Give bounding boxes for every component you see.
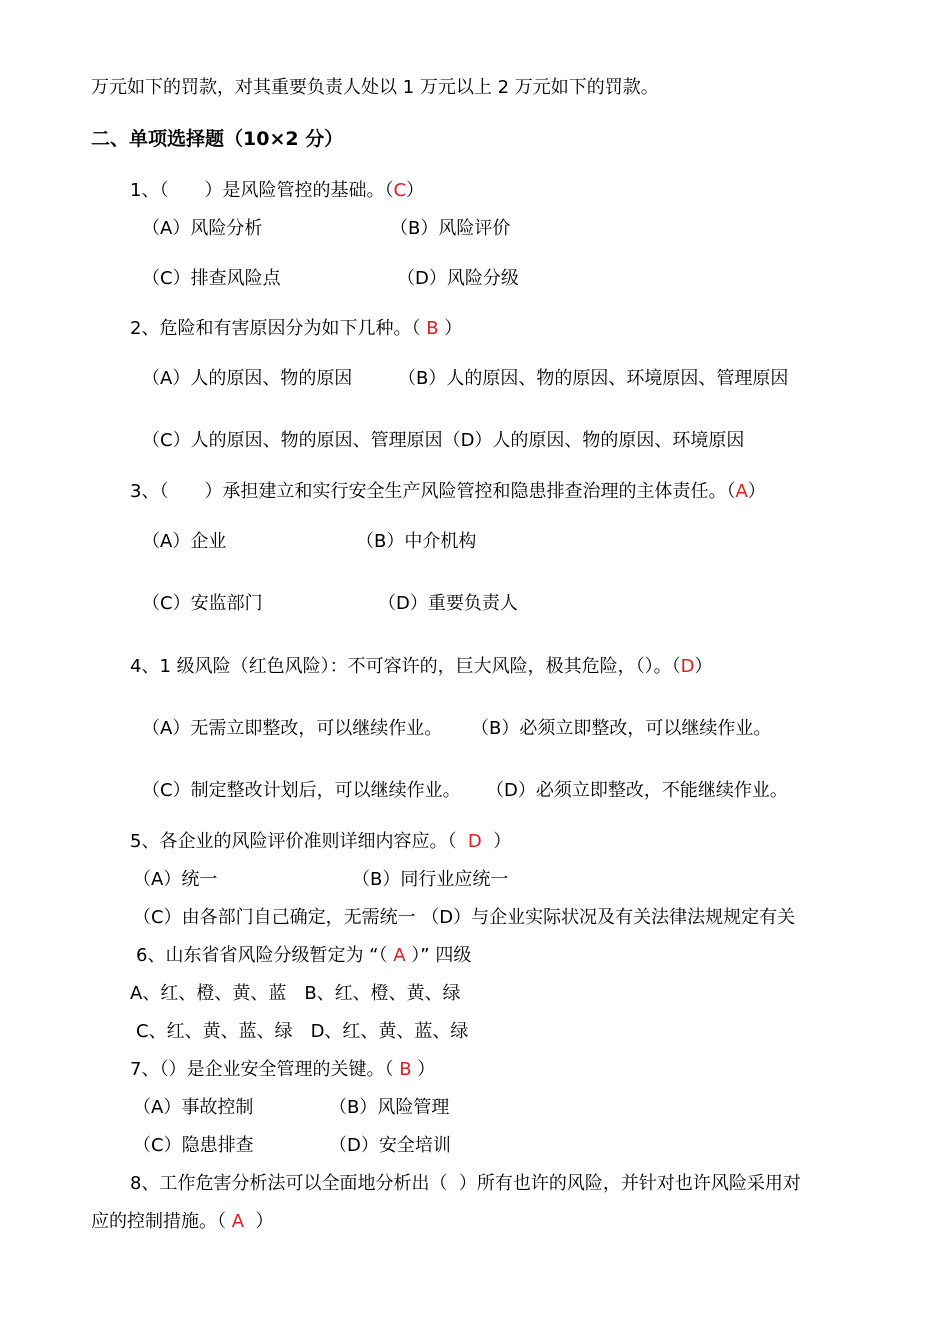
option-c: （C）排查风险点: [142, 268, 281, 289]
question-stem: 应的控制措施。（: [91, 1211, 232, 1232]
question-stem: 5、各企业的风险评价准则详细内容应。（: [130, 831, 468, 852]
answer-key: A: [231, 1211, 245, 1232]
option-b: （B）人的原因、物的原因、环境原因、管理原因: [398, 368, 789, 389]
option-a: （A）无需立即整改，可以继续作业。: [142, 718, 443, 739]
question-4: [130, 654, 713, 680]
question-stem: 7、（）是企业安全管理的关键。（: [130, 1059, 400, 1080]
answer-key: B: [426, 318, 439, 339]
answer-key: A: [735, 481, 748, 502]
answer-key: C: [393, 180, 407, 201]
question-2: [130, 316, 462, 342]
option-d: （D）安全培训: [329, 1135, 451, 1156]
option-a: （A）人的原因、物的原因: [142, 368, 353, 389]
option-d: （D）重要负责人: [378, 593, 518, 614]
option-a: （A）企业: [142, 531, 227, 552]
option-c-d: （C）由各部门自己确定，无需统一 （D）与企业实际状况及有关法律法规规定有关: [133, 907, 796, 928]
option-b: （B）中介机构: [356, 531, 477, 552]
intro-line: 万元如下的罚款，对其重要负责人处以 1 万元以上 2 万元如下的罚款。: [91, 77, 659, 98]
question-6: [136, 943, 471, 969]
option-a: （A）统一: [133, 869, 218, 890]
question-close: ）: [411, 1059, 436, 1080]
option-a: （A）事故控制: [133, 1097, 254, 1118]
option-c: （C）隐患排查: [133, 1135, 254, 1156]
question-stem: 6、山东省省风险分级暂定为 “（: [136, 945, 394, 966]
option-b: （B）同行业应统一: [352, 869, 509, 890]
answer-key: D: [467, 831, 482, 852]
question-3: [130, 479, 766, 505]
option-a: （A）风险分析: [142, 218, 263, 239]
question-close: ）: [481, 831, 512, 852]
question-5: [130, 829, 511, 855]
option-d: （D）风险分级: [397, 268, 519, 289]
option-a-b: A、红、橙、黄、蓝 B、红、橙、黄、绿: [130, 983, 461, 1004]
answer-key: D: [680, 656, 695, 677]
question-stem: 1、（ ）是风险管控的基础。（: [130, 180, 394, 201]
answer-key: A: [393, 945, 406, 966]
option-c-d: C、红、黄、蓝、绿 D、红、黄、蓝、绿: [136, 1021, 469, 1042]
section-heading: 二、单项选择题（10×2 分）: [91, 128, 344, 150]
question-close: ）: [406, 180, 425, 201]
option-c: （C）制定整改计划后，可以继续作业。: [142, 780, 461, 801]
answer-key: B: [399, 1059, 412, 1080]
option-b: （B）风险管理: [329, 1097, 450, 1118]
option-d: （D）必须立即整改，不能继续作业。: [486, 780, 788, 801]
question-close: ）: [747, 481, 766, 502]
question-stem: 4、1 级风险（红色风险）：不可容许的，巨大风险，极其危险，（）。（: [130, 656, 681, 677]
option-c-d: （C）人的原因、物的原因、管理原因（D）人的原因、物的原因、环境原因: [142, 430, 745, 451]
question-close: ）” 四级: [405, 945, 472, 966]
question-close: ）: [244, 1211, 274, 1232]
question-close: ）: [438, 318, 463, 339]
option-b: （B）必须立即整改，可以继续作业。: [471, 718, 772, 739]
question-stem: 3、（ ）承担建立和实行安全生产风险管控和隐患排查治理的主体责任。（: [130, 481, 736, 502]
question-8: 8、工作危害分析法可以全面地分析出（ ）所有也许的风险，并针对也许风险采用对: [130, 1173, 801, 1194]
question-8-continuation: [91, 1209, 274, 1235]
question-close: ）: [694, 656, 713, 677]
option-c: （C）安监部门: [142, 593, 263, 614]
question-stem: 2、危险和有害原因分为如下几种。（: [130, 318, 427, 339]
option-b: （B）风险评价: [390, 218, 511, 239]
question-1: [130, 178, 424, 204]
question-7: [130, 1057, 435, 1083]
